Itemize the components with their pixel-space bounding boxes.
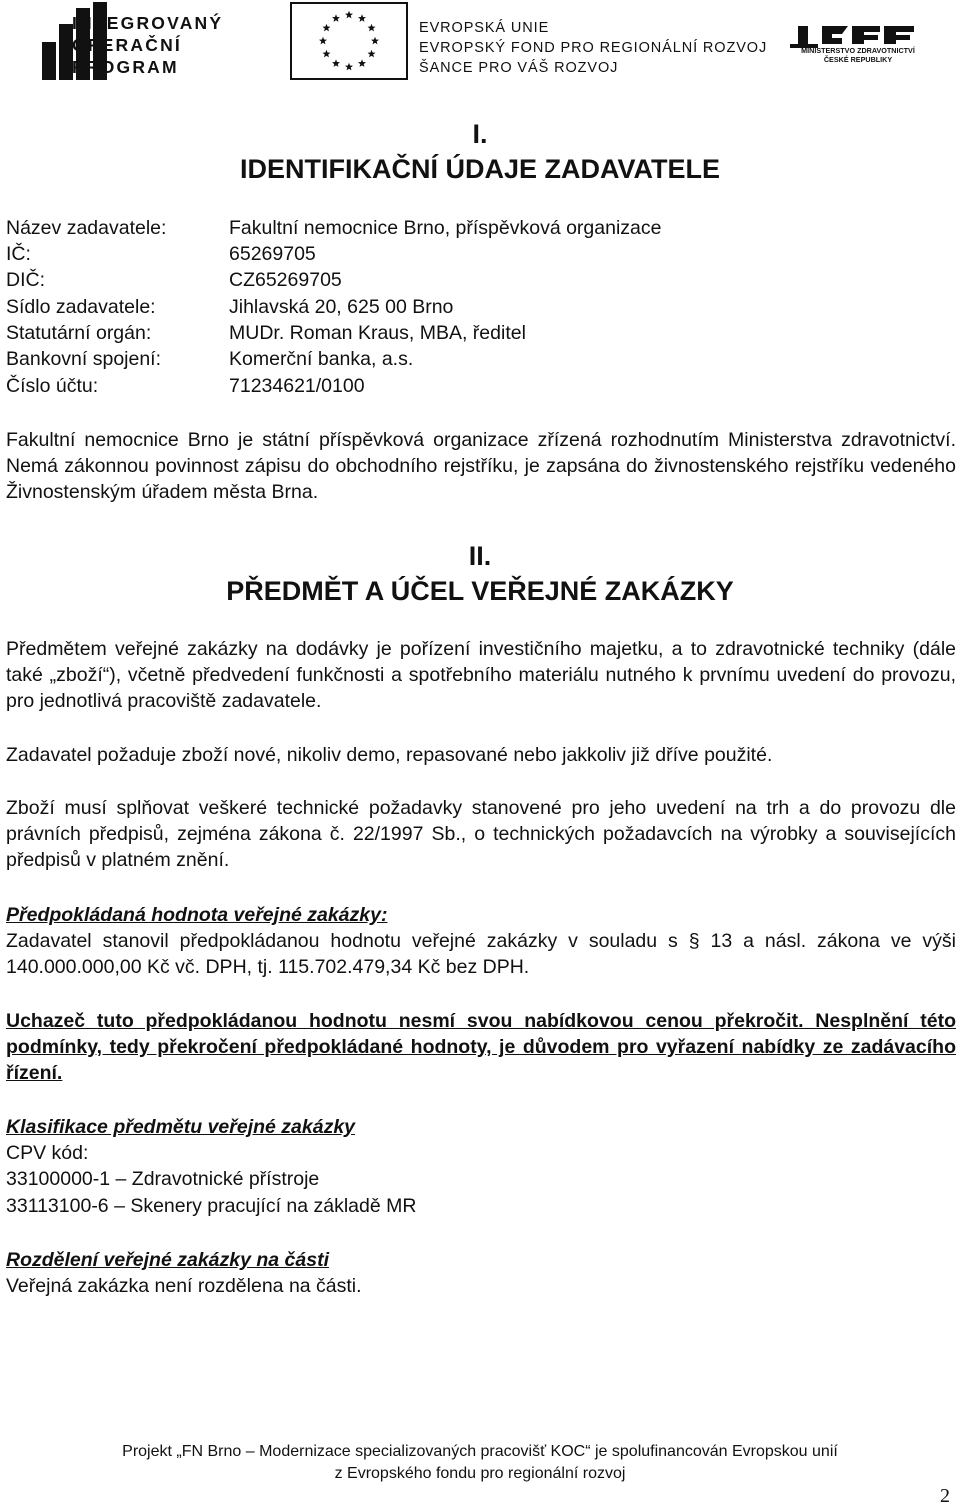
cpv-code: 33113100-6 – Skenery pracující na základě MR [6, 1195, 417, 1217]
eu-logo-text [419, 18, 767, 78]
eu-line: EVROPSKÁ UNIE [419, 20, 550, 36]
iop-line: OPERAČNÍ [72, 35, 182, 55]
price-warning: Uchazeč tuto předpokládanou hodnotu nesmí svou nabídkovou cenou překročit. Nesplnění této podmínky, tedy překročení předpokládané hodnoty, je důvodem pro vyřazení nabídky ze zadávacího řízení. [6, 1010, 956, 1085]
ministry-line: ČESKÉ REPUBLIKY [823, 55, 893, 64]
ministry-logo-text [792, 46, 924, 64]
field-value: Fakultní nemocnice Brno, příspěvková organizace [229, 217, 662, 239]
section-2-title: PŘEDMĚT A ÚČEL VEŘEJNÉ ZAKÁZKY [226, 576, 734, 606]
iop-line: PROGRAM [72, 57, 179, 77]
cpv-label: CPV kód: [6, 1142, 89, 1164]
footer-line: Projekt „FN Brno – Modernizace specializovaných pracovišť KOC“ je spolufinancován Evropskou unií [122, 1443, 838, 1460]
field-label: Sídlo zadavatele: [6, 296, 156, 318]
field-label: DIČ: [6, 269, 45, 291]
page-number: 2 [940, 1485, 950, 1507]
division-heading: Rozdělení veřejné zakázky na části [6, 1249, 329, 1271]
estimated-value-heading: Předpokládaná hodnota veřejné zakázky: [6, 904, 388, 926]
new-goods-paragraph: Zadavatel požaduje zboží nové, nikoliv demo, repasované nebo jakkoliv již dříve použité. [6, 744, 773, 766]
field-value: Komerční banka, a.s. [229, 348, 414, 370]
field-label: IČ: [6, 243, 31, 265]
field-value: Jihlavská 20, 625 00 Brno [229, 296, 454, 318]
field-value: CZ65269705 [229, 269, 342, 291]
division-text: Veřejná zakázka není rozdělena na části. [6, 1275, 362, 1297]
field-label: Bankovní spojení: [6, 348, 162, 370]
estimated-value-text: Zadavatel stanovil předpokládanou hodnotu veřejné zakázky v souladu s § 13 a násl. zákona ve výši 140.000.000,00 Kč vč. DPH, tj. 115.702.479,34 Kč bez DPH. [6, 930, 956, 979]
field-value: MUDr. Roman Kraus, MBA, ředitel [229, 322, 526, 344]
organization-paragraph: Fakultní nemocnice Brno je státní příspěvková organizace zřízená rozhodnutím Ministerstva zdravotnictví. Nemá zákonnou povinnost zápisu do obchodního rejstříku, je zapsána do živnostenského rejstříku vedeného Živnostenským úřadem města Brna. [6, 429, 956, 504]
field-label: Číslo účtu: [6, 375, 99, 397]
eu-flag-logo [290, 2, 408, 80]
subject-paragraph: Předmětem veřejné zakázky na dodávky je pořízení investičního majetku, a to zdravotnické techniky (dále také „zboží“), včetně předvedení funkčnosti a spotřebního materiálu nutného k prvnímu uvedení do provozu, pro jednotlivá pracoviště zadavatele. [6, 638, 956, 713]
eu-line: ŠANCE PRO VÁŠ ROZVOJ [419, 60, 619, 76]
requirements-paragraph: Zboží musí splňovat veškeré technické požadavky stanovené pro jeho uvedení na trh a do provozu dle právních předpisů, zejména zákona č. 22/1997 Sb., o technických požadavcích na výrobky a souvisejících předpisů v platném znění. [6, 797, 956, 872]
field-label: Statutární orgán: [6, 322, 152, 344]
section-2-number: II. [468, 541, 492, 571]
iop-logo-text [72, 12, 223, 78]
ministry-line: MINISTERSTVO ZDRAVOTNICTVÍ [801, 46, 915, 55]
footer-line: z Evropského fondu pro regionální rozvoj [334, 1465, 626, 1482]
section-1-number: I. [472, 119, 488, 149]
section-1-title: IDENTIFIKAČNÍ ÚDAJE ZADAVATELE [239, 154, 720, 184]
cpv-code: 33100000-1 – Zdravotnické přístroje [6, 1168, 320, 1190]
field-label: Název zadavatele: [6, 217, 167, 239]
classification-heading: Klasifikace předmětu veřejné zakázky [6, 1116, 356, 1138]
field-value: 65269705 [229, 243, 316, 265]
eu-line: EVROPSKÝ FOND PRO REGIONÁLNÍ ROZVOJ [419, 40, 768, 56]
iop-line: INTEGROVANÝ [72, 13, 224, 33]
field-value: 71234621/0100 [229, 375, 365, 397]
